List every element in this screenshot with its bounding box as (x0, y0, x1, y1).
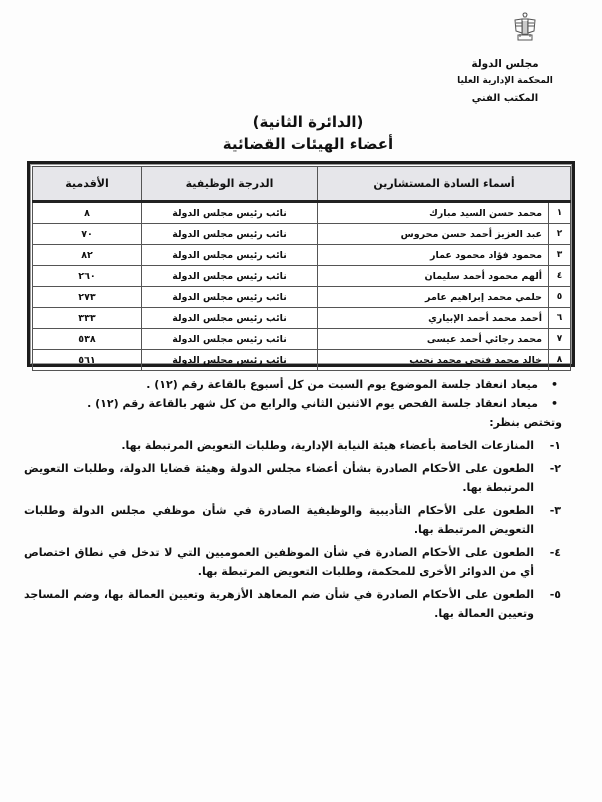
column-header-names: أسماء السادة المستشارين (318, 167, 571, 202)
member-seniority: ٢٧٣ (33, 287, 142, 308)
member-seniority: ٨٢ (33, 245, 142, 266)
table-row (33, 308, 571, 329)
session-schedule-item (24, 394, 564, 413)
row-number: ٥ (549, 287, 571, 308)
member-grade: نائب رئيس مجلس الدولة (142, 245, 318, 266)
item-number: ٣- (549, 504, 561, 517)
title-block (0, 111, 602, 155)
item-text: الطعون على الأحكام الصادرة بشأن أعضاء مجلس الدولة وهيئة قضايا الدولة، وطلبات التعويض المرتبطة بها. (24, 462, 534, 494)
session-text: ميعاد انعقاد جلسة الموضوع يوم السبت من كل أسبوع بالقاعة رقم (١٢) . (146, 378, 538, 391)
body-text (24, 375, 564, 623)
court-name: المحكمة الإدارية العليا (457, 76, 553, 86)
members-table-frame (27, 161, 575, 367)
table-row (33, 329, 571, 350)
item-number: ٥- (549, 588, 561, 601)
member-seniority: ٥٦١ (33, 350, 142, 371)
organization-name: مجلس الدولة (471, 58, 539, 70)
member-name: عبد العزيز أحمد حسن محروس (318, 224, 549, 245)
column-header-seniority: الأقدمية (33, 167, 142, 202)
bullet-icon: • (550, 378, 558, 391)
table-row (33, 287, 571, 308)
member-seniority: ٣٣٣ (33, 308, 142, 329)
column-header-grade: الدرجة الوظيفية (142, 167, 318, 202)
member-name: ألهم محمود أحمد سليمان (318, 266, 549, 287)
member-name: حلمي محمد إبراهيم عامر (318, 287, 549, 308)
jurisdiction-item (24, 501, 564, 539)
members-subtitle: أعضاء الهيئات القضائية (222, 135, 394, 153)
organization-header (440, 56, 570, 107)
member-grade: نائب رئيس مجلس الدولة (142, 308, 318, 329)
member-grade: نائب رئيس مجلس الدولة (142, 287, 318, 308)
member-seniority: ٨ (33, 202, 142, 224)
row-number: ٢ (549, 224, 571, 245)
member-grade: نائب رئيس مجلس الدولة (142, 329, 318, 350)
table-row (33, 350, 571, 371)
member-name: محمد حسن السيد مبارك (318, 202, 549, 224)
row-number: ٤ (549, 266, 571, 287)
member-seniority: ٢٦٠ (33, 266, 142, 287)
item-text: المنازعات الخاصة بأعضاء هيئة النيابة الإدارية، وطلبات التعويض المرتبطة بها. (121, 439, 534, 452)
jurisdiction-item (24, 459, 564, 497)
item-text: الطعون على الأحكام الصادرة في شأن ضم المعاهد الأزهرية وتعيين العمالة بها، وضم المساجد وتعيين العمالة بها. (24, 588, 534, 620)
member-name: خالد محمد فتحي محمد نجيب (318, 350, 549, 371)
member-name: أحمد محمد أحمد الإبياري (318, 308, 549, 329)
table-row (33, 202, 571, 224)
bullet-icon: • (550, 397, 558, 410)
member-grade: نائب رئيس مجلس الدولة (142, 224, 318, 245)
jurisdiction-item (24, 543, 564, 581)
member-name: محمد رجائي أحمد عيسى (318, 329, 549, 350)
jurisdiction-item (24, 585, 564, 623)
eagle-emblem-icon (512, 11, 538, 45)
table-row (33, 266, 571, 287)
table-row (33, 245, 571, 266)
jurisdiction-intro: وتختص بنظر: (489, 416, 562, 429)
item-text: الطعون على الأحكام الصادرة في شأن الموظفين العموميين التي لا تدخل في نطاق اختصاص أي من الدوائر الأخرى للمحكمة، وطلبات التعويض المرتبطة بها. (24, 546, 534, 578)
member-grade: نائب رئيس مجلس الدولة (142, 350, 318, 371)
row-number: ٧ (549, 329, 571, 350)
member-name: محمود فؤاد محمود عمار (318, 245, 549, 266)
item-number: ٢- (549, 462, 561, 475)
member-seniority: ٧٠ (33, 224, 142, 245)
members-table (32, 166, 571, 371)
office-name: المكتب الفني (471, 93, 539, 104)
item-number: ١- (549, 439, 561, 452)
member-grade: نائب رئيس مجلس الدولة (142, 202, 318, 224)
item-number: ٤- (549, 546, 561, 559)
row-number: ٦ (549, 308, 571, 329)
table-header-row (33, 167, 571, 202)
row-number: ٨ (549, 350, 571, 371)
session-schedule-item (24, 375, 564, 394)
row-number: ١ (549, 202, 571, 224)
row-number: ٣ (549, 245, 571, 266)
member-seniority: ٥٣٨ (33, 329, 142, 350)
item-text: الطعون على الأحكام التأديبية والوظيفية الصادرة في شأن موظفي مجلس الدولة وطلبات التعويض المرتبطة بها. (24, 504, 534, 536)
circuit-title: (الدائرة الثانية) (252, 113, 364, 131)
table-row (33, 224, 571, 245)
session-text: ميعاد انعقاد جلسة الفحص يوم الاثنين الثاني والرابع من كل شهر بالقاعة رقم (١٢) . (87, 397, 538, 410)
jurisdiction-item (24, 436, 564, 455)
member-grade: نائب رئيس مجلس الدولة (142, 266, 318, 287)
